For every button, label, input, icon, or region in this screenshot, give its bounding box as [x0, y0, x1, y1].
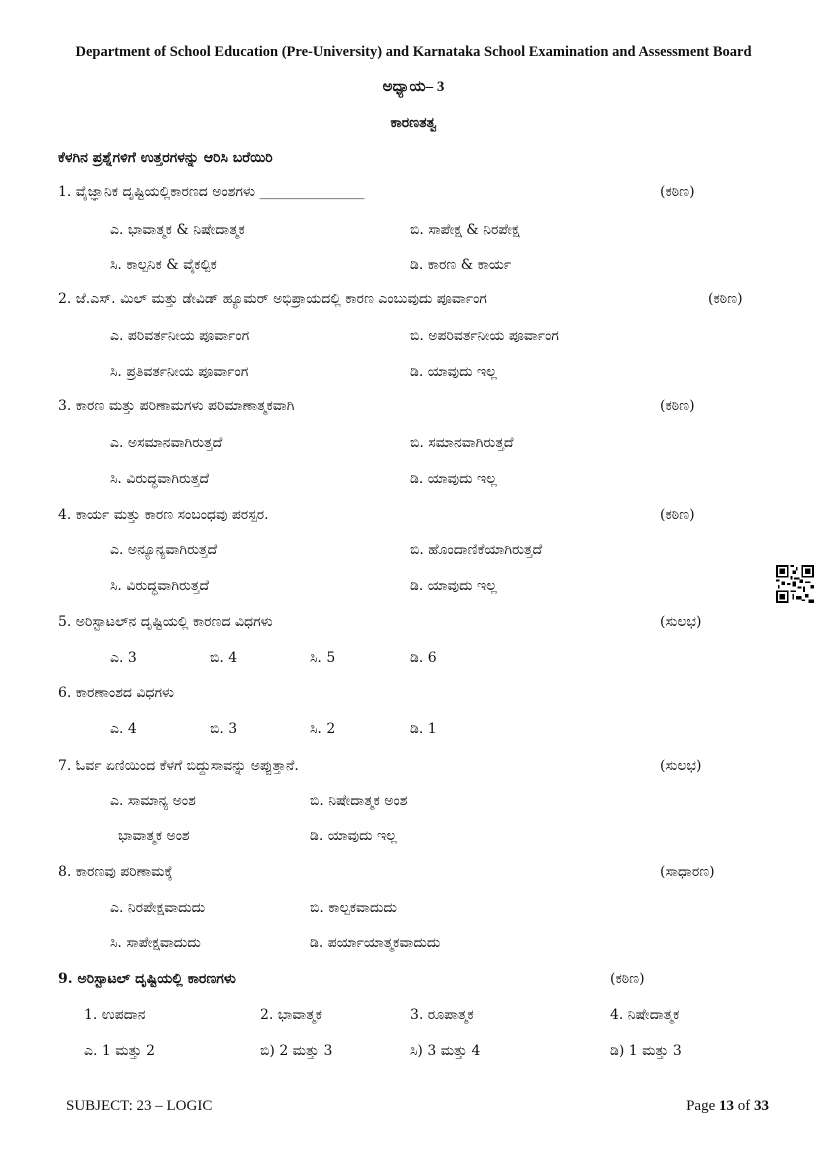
page-number: [686, 1098, 769, 1115]
question-1: 1. ವೈಜ್ಞಾನಿಕ ದೃಷ್ಟಿಯಲ್ಲಿಕಾರಣದ ಅಂಶಗಳು _______________: [58, 184, 365, 200]
difficulty-2: (ಕಠಿಣ): [708, 291, 743, 307]
option-7a: ಎ. ಸಾಮಾನ್ಯ ಅಂಶ: [110, 793, 196, 809]
option-7c: ಭಾವಾತ್ಮಕ ಅಂಶ: [118, 828, 190, 844]
footer-subject: SUBJECT: 23 – LOGIC: [66, 1098, 213, 1114]
option-8d: ಡಿ. ಪರ್ಯಾಯಾತ್ಮಕವಾದುದು: [310, 935, 441, 951]
option-3a: ಎ. ಅಸಮಾನವಾಗಿರುತ್ತದೆ: [110, 435, 223, 451]
question-9: 9. ಅರಿಸ್ಟಾಟಲ್ ದೃಷ್ಟಿಯಲ್ಲಿ ಕಾರಣಗಳು: [58, 971, 236, 987]
option-8a: ಎ. ನಿರಪೇಕ್ಷವಾದುದು: [110, 900, 206, 916]
page-total: 33: [754, 1098, 769, 1114]
option-4d: ಡಿ. ಯಾವುದು ಇಲ್ಲ: [410, 578, 497, 594]
option-1d: ಡಿ. ಕಾರಣ & ಕಾರ್ಯ: [410, 257, 512, 273]
question-7: 7. ಓರ್ವ ಏಣಿಯಿಂದ ಕೆಳಗೆ ಬಿದ್ದುಸಾವನ್ನು ಅಪ್ಪುತ್ತಾನೆ.: [58, 758, 299, 774]
option-3b: ಬಿ. ಸಮಾನವಾಗಿರುತ್ತದೆ: [410, 435, 514, 451]
option-2b: ಬಿ. ಅಪರಿವರ್ತನೀಯ ಪೂರ್ವಾಂಗ: [410, 328, 559, 344]
page-of: of: [737, 1098, 751, 1114]
qr-code-icon: [776, 565, 814, 603]
question-4: 4. ಕಾರ್ಯ ಮತ್ತು ಕಾರಣ ಸಂಬಂಧವು ಪರಸ್ಪರ.: [58, 507, 269, 523]
page-prefix: Page: [686, 1098, 716, 1114]
option-2a: ಎ. ಪರಿವರ್ತನೀಯ ಪೂರ್ವಾಂಗ: [110, 328, 250, 344]
option-2c: ಸಿ. ಪ್ರತಿವರ್ತನೀಯ ಪೂರ್ವಾಂಗ: [110, 364, 249, 380]
item-9-3: 3. ರೂಪಾತ್ಮಕ: [410, 1007, 474, 1023]
question-8: 8. ಕಾರಣವು ಪರಿಣಾಮಕ್ಕೆ: [58, 864, 173, 880]
option-9c: ಸಿ) 3 ಮತ್ತು 4: [410, 1043, 481, 1059]
question-5: 5. ಅರಿಸ್ಟಾಟಲ್‌ನ ದೃಷ್ಟಿಯಲ್ಲಿ ಕಾರಣದ ವಿಧಗಳು: [58, 614, 273, 630]
difficulty-4: (ಕಠಿಣ): [660, 507, 695, 523]
chapter-title: ಅಧ್ಯಾಯ– 3: [382, 79, 445, 95]
item-9-4: 4. ನಿಷೇದಾತ್ಮಕ: [610, 1007, 680, 1023]
option-2d: ಡಿ. ಯಾವುದು ಇಲ್ಲ: [410, 364, 497, 380]
option-5d: ಡಿ. 6: [410, 650, 437, 666]
option-6d: ಡಿ. 1: [410, 721, 437, 737]
option-8c: ಸಿ. ಸಾಪೇಕ್ಷವಾದುದು: [110, 935, 201, 951]
option-1a: ಎ. ಭಾವಾತ್ಮಕ & ನಿಷೇದಾತ್ಮಕ: [110, 222, 245, 238]
difficulty-1: (ಕಠಿಣ): [660, 184, 695, 200]
option-6b: ಬಿ. 3: [210, 721, 238, 737]
option-3c: ಸಿ. ವಿರುದ್ಧವಾಗಿರುತ್ತದೆ: [110, 471, 210, 487]
difficulty-3: (ಕಠಿಣ): [660, 398, 695, 414]
question-6: 6. ಕಾರಣಾಂಶದ ವಿಧಗಳು: [58, 685, 175, 701]
difficulty-7: (ಸುಲಭ): [660, 758, 702, 774]
option-5a: ಎ. 3: [110, 650, 137, 666]
option-4a: ಎ. ಅನ್ಯೂನ್ಯವಾಗಿರುತ್ತದೆ: [110, 542, 218, 558]
page-current: 13: [719, 1098, 734, 1114]
option-6c: ಸಿ. 2: [310, 721, 336, 737]
option-4c: ಸಿ. ವಿರುದ್ಧವಾಗಿರುತ್ತದೆ: [110, 578, 210, 594]
difficulty-8: (ಸಾಧಾರಣ): [660, 864, 715, 880]
topic-title: ಕಾರಣತತ್ವ: [390, 116, 437, 131]
difficulty-5: (ಸುಲಭ): [660, 614, 702, 630]
option-1c: ಸಿ. ಕಾಲ್ಪನಿಕ & ವೈಕಲ್ಪಿಕ: [110, 257, 217, 273]
option-5c: ಸಿ. 5: [310, 650, 336, 666]
option-5b: ಬಿ. 4: [210, 650, 238, 666]
difficulty-9: (ಕಠಿಣ): [610, 971, 645, 987]
option-7d: ಡಿ. ಯಾವುದು ಇಲ್ಲ: [310, 828, 397, 844]
question-3: 3. ಕಾರಣ ಮತ್ತು ಪರಿಣಾಮಗಳು ಪರಿಮಾಣಾತ್ಮಕವಾಗಿ: [58, 398, 295, 414]
item-9-1: 1. ಉಪದಾನ: [84, 1007, 146, 1023]
instruction: ಕೆಳಗಿನ ಪ್ರಶ್ನೆಗಳಿಗೆ ಉತ್ತರಗಳನ್ನು ಆರಿಸಿ ಬರೆಯಿರಿ: [58, 150, 273, 166]
option-3d: ಡಿ. ಯಾವುದು ಇಲ್ಲ: [410, 471, 497, 487]
option-8b: ಬಿ. ಕಾಲ್ಪಕವಾದುದು: [310, 900, 397, 916]
option-4b: ಬಿ. ಹೊಂದಾಣಿಕೆಯಾಗಿರುತ್ತದೆ: [410, 542, 543, 558]
option-9b: ಬಿ) 2 ಮತ್ತು 3: [260, 1043, 333, 1059]
board-header: Department of School Education (Pre-University) and Karnataka School Examination and Assessment Board: [75, 44, 752, 60]
option-9d: ಡಿ) 1 ಮತ್ತು 3: [610, 1043, 682, 1059]
item-9-2: 2. ಭಾವಾತ್ಮಕ: [260, 1007, 322, 1023]
option-6a: ಎ. 4: [110, 721, 137, 737]
option-1b: ಬಿ. ಸಾಪೇಕ್ಷ & ನಿರಪೇಕ್ಷ: [410, 222, 520, 238]
question-2: 2. ಜೆ.ಎಸ್. ಮಿಲ್ ಮತ್ತು ಡೇವಿಡ್ ಹ್ಯೂಮರ್ ಅಭಿಪ್ರಾಯದಲ್ಲಿ ಕಾರಣ ಎಂಬುವುದು ಪೂರ್ವಾಂಗ: [58, 291, 487, 307]
option-9a: ಎ. 1 ಮತ್ತು 2: [84, 1043, 155, 1059]
option-7b: ಬಿ. ನಿಷೇದಾತ್ಮಕ ಅಂಶ: [310, 793, 408, 809]
